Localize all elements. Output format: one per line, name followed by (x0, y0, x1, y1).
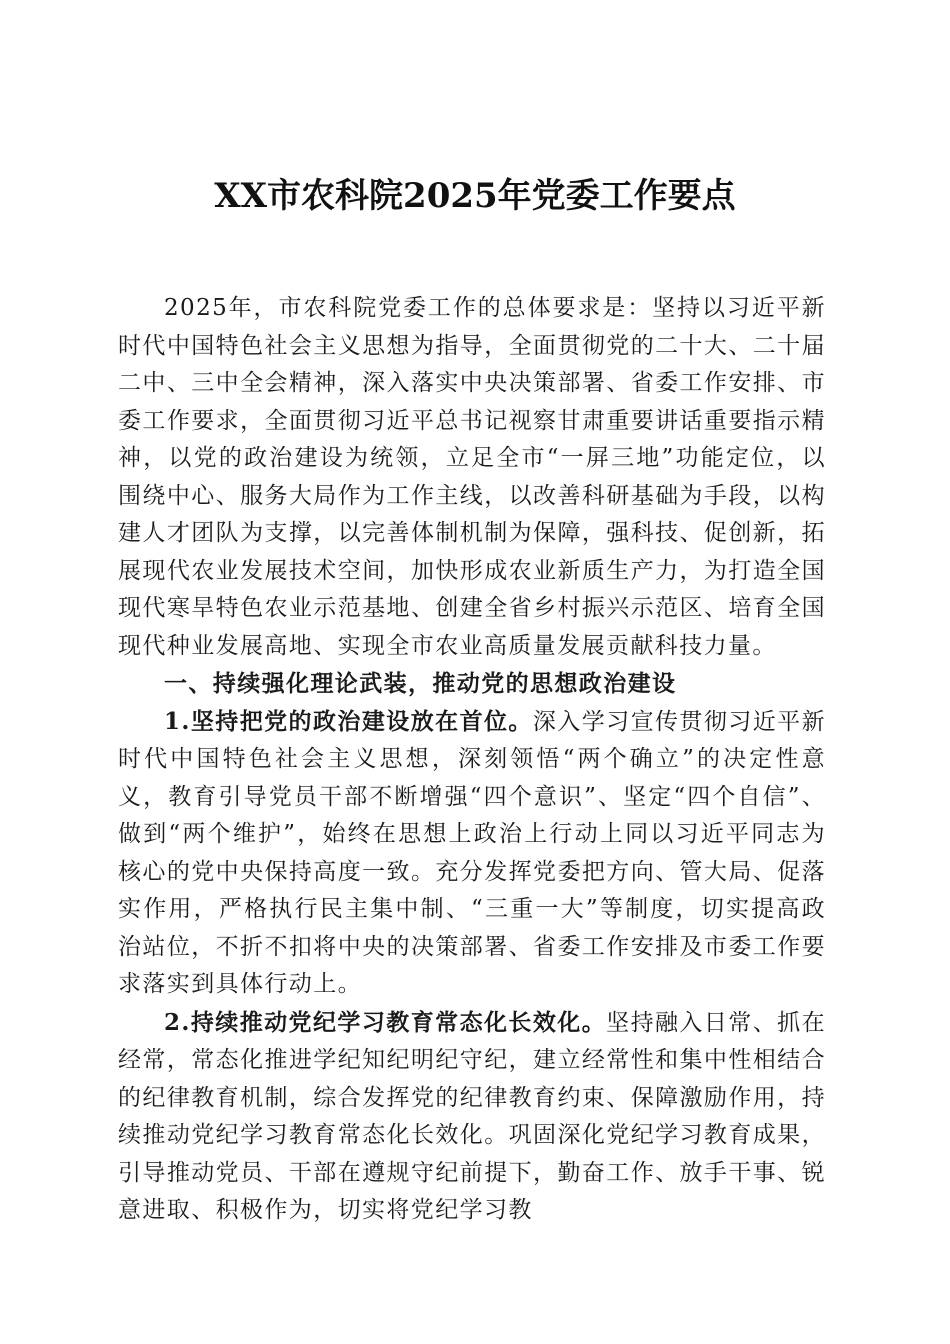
section-heading-1: 一、持续强化理论武装，推动党的思想政治建设 (164, 670, 677, 697)
item-paragraph-2 (118, 1004, 826, 1230)
document-body (118, 290, 826, 1230)
item-1-text: 深入学习宣传贯彻习近平新时代中国特色社会主义思想，深刻领悟“两个确立”的决定性意义，教育引导党员干部不断增强“四个意识”、坚定“四个自信”、做到“两个维护”，始终在思想上政治上行动上同以习近平同志为核心的党中央保持高度一致。充分发挥党委把方向、管大局、促落实作用，严格执行民主集中制、“三重一大”等制度，切实提高政治站位，不折不扣将中央的决策部署、省委工作安排及市委工作要求落实到具体行动上。 (118, 708, 826, 997)
item-1-lead: 1.坚持把党的政治建设放在首位。 (164, 707, 533, 735)
intro-paragraph: 2025年，市农科院党委工作的总体要求是：坚持以习近平新时代中国特色社会主义思想为指导，全面贯彻党的二十大、二十届二中、三中全会精神，深入落实中央决策部署、省委工作安排、市委工作要求，全面贯彻习近平总书记视察甘肃重要讲话重要指示精神，以党的政治建设为统领，立足全市“一屏三地”功能定位，以围绕中心、服务大局作为工作主线，以改善科研基础为手段，以构建人才团队为支撑，以完善体制机制为保障，强科技、促创新，拓展现代农业发展技术空间，加快形成农业新质生产力，为打造全国现代寒旱特色农业示范基地、创建全省乡村振兴示范区、培育全国现代种业发展高地、实现全市农业高质量发展贡献科技力量。 (118, 295, 826, 659)
item-2-text: 坚持融入日常、抓在经常，常态化推进学纪知纪明纪守纪，建立经常性和集中性相结合的纪律教育机制，综合发挥党的纪律教育约束、保障激励作用，持续推动党纪学习教育常态化长效化。巩固深化党纪学习教育成果，引导推动党员、干部在遵规守纪前提下，勤奋工作、放手干事、锐意进取、积极作为，切实将党纪学习教 (118, 1009, 826, 1223)
document-title: XX市农科院2025年党委工作要点 (214, 176, 736, 216)
item-paragraph-1 (118, 703, 826, 1004)
item-2-lead: 2.持续推动党纪学习教育常态化长效化。 (164, 1008, 607, 1036)
